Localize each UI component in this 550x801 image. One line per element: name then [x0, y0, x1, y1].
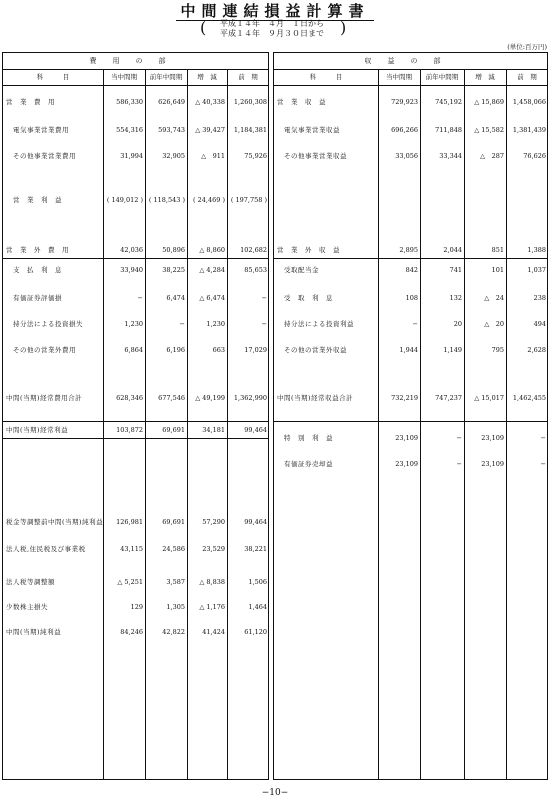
row-label: 電気事業営業費用: [13, 126, 69, 134]
row-label: 営 業 費 用: [6, 98, 55, 106]
row-value-4: 494: [533, 320, 546, 328]
row-value-1: 1,944: [399, 346, 418, 354]
table-row: [3, 515, 268, 529]
row-label: 特 別 利 益: [284, 434, 333, 442]
row-value-4: −: [540, 460, 546, 468]
row-value-1: 103,872: [116, 426, 143, 434]
row-label: 中間(当期)経常利益: [6, 426, 69, 434]
row-label: 持分法による投資利益: [284, 320, 354, 328]
row-value-1: 33,940: [120, 266, 143, 274]
row-value-3: 41,424: [202, 628, 225, 636]
row-label: 法人税等調整額: [6, 578, 55, 586]
row-value-4: 17,029: [244, 346, 267, 354]
row-label: 受 取 利 息: [284, 294, 333, 302]
revenues-section-header: 収益の部: [274, 53, 547, 70]
row-value-3: 101: [491, 266, 504, 274]
row-value-3: △ 911: [201, 152, 225, 160]
row-label: 有価証券評価損: [13, 294, 62, 302]
row-label: 受取配当金: [284, 266, 319, 274]
row-value-3: △ 287: [480, 152, 504, 160]
row-value-4: 1,462,455: [512, 394, 546, 402]
row-value-3: 23,109: [481, 460, 504, 468]
row-value-1: 84,246: [120, 628, 143, 636]
row-value-2: 38,225: [162, 266, 185, 274]
row-label: その他の営業外費用: [13, 346, 76, 354]
row-value-2: 33,344: [439, 152, 462, 160]
table-row: [3, 343, 268, 357]
row-value-3: △ 8,838: [199, 578, 225, 586]
row-value-3: △ 1,176: [199, 603, 225, 611]
period-to: 平成１４年 ９月３０日まで: [220, 29, 324, 38]
row-value-3: △ 15,017: [474, 394, 504, 402]
table-row: [3, 317, 268, 331]
table-row: [3, 600, 268, 614]
row-value-4: 76,626: [523, 152, 546, 160]
row-value-1: 6,864: [124, 346, 143, 354]
row-value-3: 23,109: [481, 434, 504, 442]
row-value-4: 99,464: [244, 518, 267, 526]
row-value-4: 61,120: [244, 628, 267, 636]
row-value-1: 129: [130, 603, 143, 611]
row-value-4: 1,464: [248, 603, 267, 611]
table-row: [3, 243, 268, 257]
row-value-4: 1,388: [527, 246, 546, 254]
row-value-4: −: [261, 294, 267, 302]
col-prev-year: 前 期: [238, 73, 258, 81]
row-value-2: 3,587: [166, 578, 185, 586]
row-value-3: △ 49,199: [195, 394, 225, 402]
row-value-4: 75,926: [244, 152, 267, 160]
table-row: [3, 149, 268, 163]
row-value-4: 1,458,066: [512, 98, 546, 106]
row-value-4: 1,506: [248, 578, 267, 586]
row-value-1: ( 149,012 ): [106, 196, 143, 204]
row-value-1: 1,230: [124, 320, 143, 328]
row-label: 営 業 収 益: [277, 98, 326, 106]
row-value-4: 99,464: [244, 426, 267, 434]
row-value-3: △ 39,427: [195, 126, 225, 134]
row-value-4: 2,628: [527, 346, 546, 354]
table-row: [3, 123, 268, 137]
row-label: 営 業 外 費 用: [6, 246, 69, 254]
row-value-3: 663: [212, 346, 225, 354]
col-prev-year: 前 期: [517, 73, 537, 81]
row-value-4: 238: [533, 294, 546, 302]
table-row: [3, 391, 268, 405]
row-value-2: 2,044: [443, 246, 462, 254]
col-item: 科 目: [309, 73, 343, 81]
row-value-2: 745,192: [435, 98, 462, 106]
expenses-section-header: 費用の部: [3, 53, 268, 70]
row-value-2: 50,896: [162, 246, 185, 254]
row-value-1: 23,109: [395, 460, 418, 468]
row-value-3: △ 20: [484, 320, 504, 328]
row-value-3: △ 8,860: [199, 246, 225, 254]
col-change: 増 減: [197, 73, 217, 81]
row-value-2: 69,691: [162, 518, 185, 526]
row-value-3: △ 40,338: [195, 98, 225, 106]
row-label: その他事業営業費用: [13, 152, 76, 160]
row-value-2: 132: [449, 294, 462, 302]
row-value-4: ( 197,758 ): [230, 196, 267, 204]
col-item: 科 目: [36, 73, 70, 81]
row-value-2: 32,905: [162, 152, 185, 160]
unit-note: (単位:百万円): [507, 43, 547, 51]
row-value-1: 108: [405, 294, 418, 302]
row-value-2: 593,743: [158, 126, 185, 134]
row-value-3: ( 24,469 ): [193, 196, 225, 204]
row-label: 支 払 利 息: [13, 266, 62, 274]
row-value-4: 1,037: [527, 266, 546, 274]
row-value-4: 38,221: [244, 545, 267, 553]
revenues-panel: [273, 52, 548, 780]
row-value-2: −: [456, 434, 462, 442]
row-value-1: 554,316: [116, 126, 143, 134]
row-label: 中間(当期)経常費用合計: [6, 394, 83, 402]
row-value-4: 1,260,308: [233, 98, 267, 106]
col-prev-interim: 前年中間期: [425, 73, 459, 81]
row-value-4: 1,184,381: [233, 126, 267, 134]
row-value-3: 795: [491, 346, 504, 354]
expenses-column-header: [3, 69, 268, 86]
table-row: [3, 263, 268, 277]
row-label: 中間(当期)経常収益合計: [277, 394, 354, 402]
row-label: 電気事業営業収益: [284, 126, 340, 134]
row-value-3: △ 24: [484, 294, 504, 302]
table-row: [274, 457, 547, 471]
row-value-1: 628,346: [116, 394, 143, 402]
row-value-1: −: [412, 320, 418, 328]
row-value-3: 851: [491, 246, 504, 254]
table-row: [3, 291, 268, 305]
table-row: [3, 95, 268, 109]
row-value-1: 732,219: [391, 394, 418, 402]
row-label: 持分法による投資損失: [13, 320, 83, 328]
row-value-1: 31,994: [120, 152, 143, 160]
statement-title: 中間連結損益計算書: [0, 0, 550, 21]
row-value-2: 6,474: [166, 294, 185, 302]
row-value-2: 20: [453, 320, 462, 328]
row-value-2: 24,586: [162, 545, 185, 553]
row-value-2: −: [179, 320, 185, 328]
row-value-2: 1,305: [166, 603, 185, 611]
table-row: [274, 317, 547, 331]
table-row: [274, 291, 547, 305]
col-prev-interim: 前年中間期: [149, 73, 183, 81]
row-value-3: △ 15,869: [474, 98, 504, 106]
row-value-2: 626,649: [158, 98, 185, 106]
row-value-1: −: [137, 294, 143, 302]
row-label: 有価証券売却益: [284, 460, 333, 468]
row-value-1: 586,330: [116, 98, 143, 106]
row-value-4: −: [540, 434, 546, 442]
row-value-3: △ 6,474: [199, 294, 225, 302]
table-row: [274, 391, 547, 405]
row-label: 税金等調整前中間(当期)純利益: [6, 518, 104, 526]
table-row: [274, 431, 547, 445]
row-value-1: 696,266: [391, 126, 418, 134]
table-row: [3, 542, 268, 556]
row-value-3: △ 4,284: [199, 266, 225, 274]
period-from: 平成１４年 ４月 １日から: [220, 19, 324, 28]
row-value-1: 2,895: [399, 246, 418, 254]
col-current: 当中間期: [111, 73, 137, 81]
row-value-4: 85,653: [244, 266, 267, 274]
page-number: −10−: [261, 788, 289, 798]
row-value-4: 1,381,439: [512, 126, 546, 134]
row-value-1: 23,109: [395, 434, 418, 442]
table-row: [274, 149, 547, 163]
table-row: [274, 263, 547, 277]
row-value-2: 42,822: [162, 628, 185, 636]
row-value-1: 43,115: [120, 545, 143, 553]
row-value-4: 1,362,990: [233, 394, 267, 402]
table-row: [3, 193, 268, 207]
row-value-2: 741: [449, 266, 462, 274]
table-row: [274, 95, 547, 109]
row-value-1: 126,981: [116, 518, 143, 526]
table-row: [3, 575, 268, 589]
row-value-2: 711,848: [435, 126, 462, 134]
row-value-3: 23,529: [202, 545, 225, 553]
row-label: その他の営業外収益: [284, 346, 347, 354]
row-label: 営 業 外 収 益: [277, 246, 340, 254]
table-row: [3, 423, 268, 437]
row-value-3: 34,181: [202, 426, 225, 434]
row-value-2: 1,149: [443, 346, 462, 354]
row-value-1: 33,056: [395, 152, 418, 160]
row-value-3: △ 15,582: [474, 126, 504, 134]
row-value-1: 729,923: [391, 98, 418, 106]
row-value-3: 57,290: [202, 518, 225, 526]
row-value-1: 42,036: [120, 246, 143, 254]
col-change: 増 減: [475, 73, 495, 81]
table-row: [274, 123, 547, 137]
row-value-1: 842: [405, 266, 418, 274]
row-label: 少数株主損失: [6, 603, 48, 611]
table-row: [274, 243, 547, 257]
row-value-2: 69,691: [162, 426, 185, 434]
row-value-4: −: [261, 320, 267, 328]
row-value-2: 677,546: [158, 394, 185, 402]
table-row: [274, 343, 547, 357]
row-value-4: 102,682: [240, 246, 267, 254]
row-value-2: ( 118,543 ): [148, 196, 185, 204]
row-value-2: 6,196: [166, 346, 185, 354]
col-current: 当中間期: [386, 73, 412, 81]
row-value-2: 747,237: [435, 394, 462, 402]
row-value-3: 1,230: [206, 320, 225, 328]
row-label: その他事業営業収益: [284, 152, 347, 160]
row-label: 中間(当期)純利益: [6, 628, 62, 636]
table-row: [3, 625, 268, 639]
row-value-2: −: [456, 460, 462, 468]
row-value-1: △ 5,251: [117, 578, 143, 586]
row-label: 営 業 利 益: [13, 196, 62, 204]
row-label: 法人税,住民税及び事業税: [6, 545, 86, 553]
expenses-panel: [2, 52, 269, 780]
